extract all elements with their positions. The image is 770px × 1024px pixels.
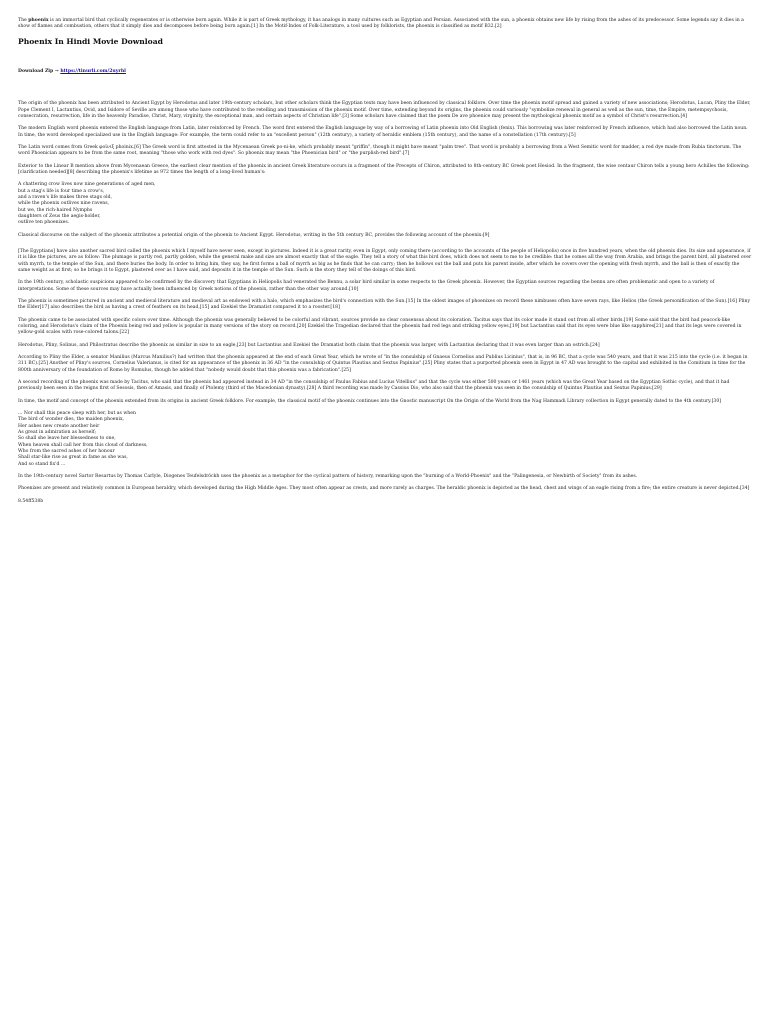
- poem-line: but we, the rich-haired Nymphs: [18, 207, 93, 213]
- poem-line: The bird of wonder dies, the maiden phoenix,: [18, 417, 124, 423]
- poem-line: So shall she leave her blessedness to one,: [18, 436, 116, 442]
- poem-line: When heaven shall call her from this cloud of darkness,: [18, 442, 148, 448]
- intro-lead: The: [18, 18, 29, 23]
- poem-line: and a raven's life makes three stags old,: [18, 195, 113, 201]
- paragraph: [The Egyptians] have also another sacred bird called the phoenix which I myself have never seen, except in pictures. Indeed it is a great rarity, even in Egypt, only coming there (according to the accounts of the people of Heliopolis) once in five hundred years, when the old phoenix dies. Its size and appearance, if it is like the pictures, are as follow: The plumage is partly red, partly golden, while the general make and size are almost exactly that of the eagle. They tell a story of what this bird does, which does not seem to me to be credible: that he comes all the way from Arabia, and brings the parent bird, all plastered over with myrrh, to the temple of the Sun, and there buries the body. In order to bring him, they say, he first forms a ball of myrrh as big as he finds that he can carry; then he hollows out the ball and puts his parent inside, after which he covers over the opening with fresh myrrh, and the ball is then of exactly the same weight as at first; so he brings it to Egypt, plastered over as I have said, and deposits it in the temple of the Sun. Such is the story they tell of the doings of this bird.: [18, 249, 752, 274]
- paragraph: In the 19th-century novel Sartor Resartus by Thomas Carlyle, Diogenes Teufelsdröckh uses the phoenix as a metaphor for the cyclical pattern of history, remarking upon the "burning of a World-Phoenix" and the "Palingenesia, or Newbirth of Society" from its ashes.: [18, 473, 638, 479]
- document-page: [0, 0, 770, 505]
- footer-code: 8.54ff538b: [18, 498, 44, 504]
- intro-bold-term: phoenix: [28, 18, 49, 23]
- poem-line: A chattering crow lives now nine generations of aged men,: [18, 182, 156, 188]
- paragraph: Exterior to the Linear B mention above from Mycenaean Greece, the earliest clear mention of the phoenix in ancient Greek literature occurs in a fragment of the Precepts of Chiron, attributed to 8th-century BC Greek poet Hesiod. In the fragment, the wise centaur Chiron tells a young hero Achilles the following:[clarification needed][8] describing the phoenix's lifetime as 972 times the length of a long-lived human's:: [18, 163, 750, 176]
- paragraph: The phoenix is sometimes pictured in ancient and medieval literature and medieval art as endowed with a halo, which emphasizes the bird's connection with the Sun.[15] In the oldest images of phoenixes on record these nimbuses often have seven rays, like Helios (the Greek personification of the Sun).[16] Pliny the Elder[17] also describes the bird as having a crest of feathers on its head,[15] and Ezekiel the Dramatist compared it to a rooster.[18]: [18, 299, 751, 311]
- download-separator: →: [53, 69, 61, 75]
- poem-line: Shall star-like rise as great in fame as she was,: [18, 455, 128, 461]
- poem-line: As great in admiration as herself;: [18, 429, 97, 435]
- poem-line: Her ashes new create another heir: [18, 423, 100, 429]
- download-link[interactable]: https://tinurli.com/2uyrhl: [60, 69, 126, 75]
- intro-paragraph: [18, 18, 752, 31]
- poem-line: ... Nor shall this peace sleep with her, but as when: [18, 410, 136, 416]
- paragraph: The Latin word comes from Greek φοῖνιξ phoinix.[6] The Greek word is first attested in the Mycenaean Greek po-ni-ke, which probably meant "griffin", though it might have meant "palm tree". That word is probably a borrowing from a West Semitic word for madder, a red dye made from Rubia tinctorum. The word Phoenician appears to be from the same root, meaning "those who work with red dyes". So phoenix may mean "the Phoenician bird" or "the purplish-red bird".[7]: [18, 145, 742, 157]
- paragraph: A second recording of the phoenix was made by Tacitus, who said that the phoenix had appeared instead in 34 AD "in the consulship of Paulus Fabius and Lucius Vitellius" and that the cycle was either 500 years or 1461 years (which was the Great Year based on the Egyptian Sothic cycle), and that it had previously been seen in the reigns first of Sesosis, then of Amasis, and finally of Ptolemy (third of the Macedonian dynasty).[28] A third recording was made by Cassius Dio, who also said that the phoenix was seen in the consulship of Quintus Plautius and Sextus Papinius.[29]: [18, 379, 730, 392]
- page-title: Phoenix In Hindi Movie Download: [18, 36, 163, 46]
- article-body-a: [18, 101, 752, 176]
- paragraph: The origin of the phoenix has been attributed to Ancient Egypt by Herodotus and later 19th-century scholars, but other scholars think the Egyptian texts may have been influenced by classical folklore. Over time the phoenix motif spread and gained a variety of new associations; Herodotus, Lucan, Pliny the Elder, Pope Clement I, Lactantius, Ovid, and Isidore of Seville are among those who have contributed to the retelling and transmission of the phoenix motif. Over time, extending beyond its origins, the phoenix could variously "symbolize renewal in general as well as the sun, time, the Empire, metempsychosis, consecration, resurrection, life in the heavenly Paradise, Christ, Mary, virginity, the exceptional man, and certain aspects of Christian life".[3] Some scholars have claimed that the poem De ave phoenice may present the mythological phoenix motif as a symbol of Christ's resurrection.[4]: [18, 101, 751, 120]
- paragraph: According to Pliny the Elder, a senator Manilius (Marcus Manilius?) had written that the phoenix appeared at the end of each Great Year, which he wrote of "in the consulship of Gnaeus Cornelius and Publius Licinius", that is, in 96 BC, that a cycle was 540 years, and that it was 215 into the cycle (i.e. it began in 311 BC).[25] Another of Pliny's sources, Cornelius Valerianus, is cited for an appearance of the phoenix in 36 AD "in the consulship of Quintus Plautius and Sextus Papinius".[25] Pliny states that a purported phoenix seen in Egypt in 47 AD was brought to the capital and exhibited in the Comitium in time for the 800th anniversary of the foundation of Rome by Romulus, though he added that "nobody would doubt that this phoenix was a fabrication".[25]: [18, 354, 748, 373]
- paragraph: Phoenixes are present and relatively common in European heraldry, which developed during the High Middle Ages. They most often appear as crests, and more rarely as charges. The heraldic phoenix is depicted as the head, chest and wings of an eagle rising from a fire; the entire creature is never depicted.[34]: [18, 486, 750, 492]
- paragraph: Classical discourse on the subject of the phoenix attributes a potential origin of the phoenix to Ancient Egypt. Herodotus, writing in the 5th century BC, provides the following account of the phoenix:[9]: [18, 232, 490, 238]
- poem-line: outlive ten phoenixes.: [18, 220, 70, 226]
- poem-line: while the phoenix outlives nine ravens,: [18, 201, 110, 207]
- poem-line: but a stag's life is four time a crow's,: [18, 188, 105, 194]
- download-label: Download Zip: [18, 69, 54, 75]
- poem-line: And so stand fix'd ...: [18, 461, 66, 467]
- poem-chiron: [18, 182, 752, 226]
- paragraph: In the 19th century, scholastic suspicions appeared to be confirmed by the discovery that Egyptians in Heliopolis had venerated the Bennu, a solar bird similar in some respects to the Greek phoenix. However, the Egyptian sources regarding the bennu are often problematic and open to a variety of interpretations. Some of these sources may have actually been influenced by Greek notions of the phoenix, rather than the other way around.[10]: [18, 280, 715, 292]
- poem-line: daughters of Zeus the aegis-holder,: [18, 214, 101, 220]
- poem-shakespeare: [18, 411, 752, 468]
- paragraph: Herodotus, Pliny, Solinus, and Philostratus describe the phoenix as similar in size to an eagle,[23] but Lactantius and Ezekiel the Dramatist both claim that the phoenix was larger, with Lactantius declaring that it was even larger than an ostrich.[24]: [18, 342, 600, 348]
- article-body-d: [18, 474, 752, 493]
- paragraph: In time, the motif and concept of the phoenix extended from its origins in ancient Greek folklore. For example, the classical motif of the phoenix continues into the Gnostic manuscript On the Origin of the World from the Nag Hammadi Library collection in Egypt generally dated to the 4th century.[30]: [18, 398, 722, 404]
- poem-line: Who from the sacred ashes of her honour: [18, 448, 115, 454]
- download-line: [18, 69, 752, 75]
- intro-text: is an immortal bird that cyclically regenerates or is otherwise born again. While it is part of Greek mythology, it has analogs in many cultures such as Egyptian and Persian. Associated with the sun, a phoenix obtains new life by rising from the ashes of its predecessor. Some legends say it dies in a show of flames and combustion, others that it simply dies and decomposes before being born again.[1] In the Motif-Index of Folk-Literature, a tool used by folklorists, the phoenix is classified as motif B32.[2]: [18, 18, 744, 30]
- paragraph: The phoenix came to be associated with specific colors over time. Although the phoenix was generally believed to be colorful and vibrant, sources provide no clear consensus about its coloration. Tacitus says that its color made it stand out from all other birds.[19] Some said that the bird had peacock-like coloring, and Herodotus's claim of the Phoenix being red and yellow is popular in many versions of the story on record.[20] Ezekiel the Tragedian declared that the phoenix had red legs and striking yellow eyes,[19] but Lactantius said that its eyes were blue like sapphires[21] and that its legs were covered in yellow-gold scales with rose-colored talons.[22]: [18, 317, 742, 336]
- article-body-c: [18, 249, 752, 405]
- paragraph: The modern English word phoenix entered the English language from Latin, later reinforced by French. The word first entered the English language by way of a borrowing of Latin phoenix into Old English (fenix). This borrowing was later reinforced by French influence, which had also borrowed the Latin noun. In time, the word developed specialized use in the English language: For example, the term could refer to an "excellent person" (12th century), a variety of heraldic emblem (15th century), and the name of a constellation (17th century).[5]: [18, 126, 748, 138]
